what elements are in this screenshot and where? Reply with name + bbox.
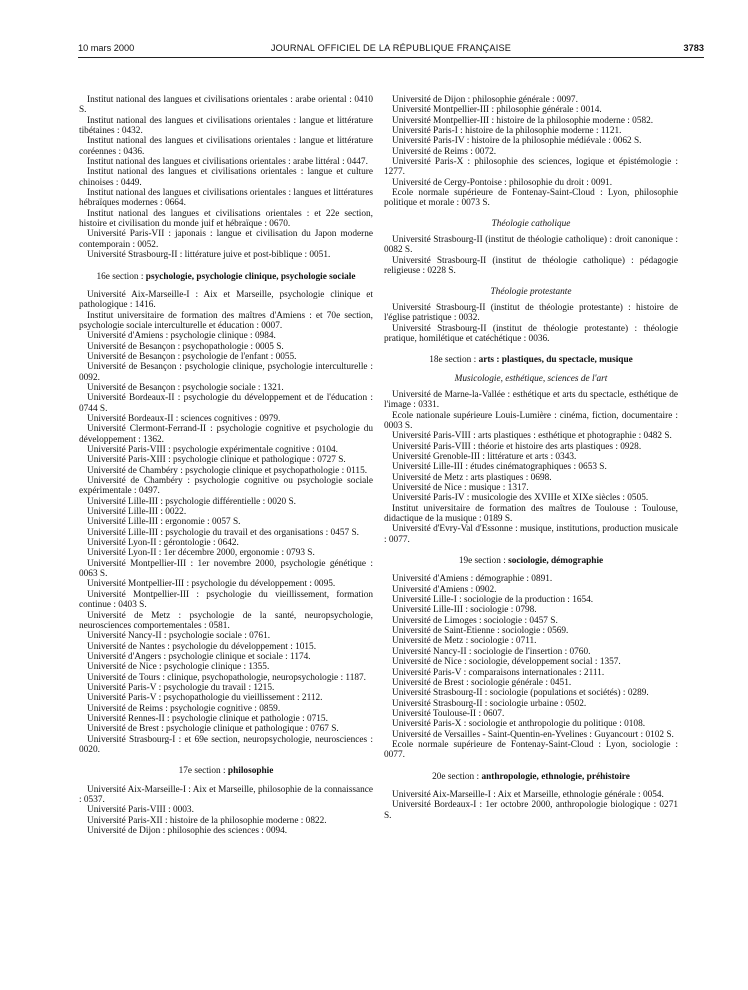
list-entry: Université d'Angers : psychologie clinique et sociale : 1174. <box>87 651 311 662</box>
list-entry: Université Aix-Marseille-I : Aix et Marseille, philosophie de la connaissance : 0537. <box>79 784 373 805</box>
list-entry: Université Strasbourg-II : sociologie (populations et sociétés) : 0289. <box>392 688 649 699</box>
list-entry: Université de Brest : sociologie générale : 0451. <box>392 677 572 688</box>
list-entry: Université d'Amiens : 0902. <box>392 584 497 595</box>
list-entry: Université Strasbourg-II : littérature juive et post-biblique : 0051. <box>87 250 331 261</box>
list-entry: Université de Cergy-Pontoise : philosophie du droit : 0091. <box>392 177 613 188</box>
list-entry: Institut national des langues et civilisations orientales : langues et littératures hébraïques modernes : 0664. <box>79 188 373 209</box>
list-entry: Université Grenoble-III : littérature et arts : 0343. <box>392 451 577 462</box>
list-entry: Université Paris-V : psychologie du travail : 1215. <box>87 682 275 693</box>
list-entry: Université Paris-VIII : 0003. <box>87 805 194 816</box>
section-20-heading <box>384 772 678 782</box>
list-entry: Université Aix-Marseille-I : Aix et Marseille, ethnologie générale : 0054. <box>392 789 664 800</box>
list-entry: Université Paris-I : histoire de la philosophie moderne : 1121. <box>392 126 622 137</box>
list-entry: Université Bordeaux-II : psychologie du développement et de l'éducation : 0744 S. <box>79 393 373 414</box>
section-20-list <box>384 790 678 821</box>
list-entry: Université de Nice : psychologie clinique : 1355. <box>87 662 270 673</box>
list-entry: Université Strasbourg-II (institut de théologie protestante) : histoire de l'église patristique : 0032. <box>384 302 678 324</box>
publication-date: 10 mars 2000 <box>78 43 135 53</box>
section-16-list <box>79 290 373 755</box>
list-entry: Université de Nice : sociologie, développement social : 1357. <box>392 657 621 668</box>
list-entry: Université Lyon-II : gérontologie : 0642. <box>87 538 239 549</box>
list-entry: Université de Metz : arts plastiques : 0698. <box>392 472 552 483</box>
list-entry: Institut national des langues et civilisations orientales : arabe oriental : 0410 S. <box>79 95 373 116</box>
list-entry: Université de Saint-Etienne : sociologie : 0569. <box>392 626 569 637</box>
list-entry: Université Montpellier-III : psychologie du vieillissement, formation continue : 0403 S. <box>79 589 373 611</box>
list-entry: Université Montpellier-III : psychologie du développement : 0095. <box>87 579 336 590</box>
list-entry: Institut universitaire de formation des maîtres d'Amiens : et 70e section, psychologie sociale interculturelle et éducation : 0007. <box>79 310 373 331</box>
list-entry: Université de Nice : musique : 1317. <box>392 483 529 493</box>
list-entry: Université Nancy-II : psychologie sociale : 0761. <box>87 631 271 642</box>
section-18-subtitle: Musicologie, esthétique, sciences de l'art <box>454 373 608 384</box>
theologie-catholique-list <box>384 235 678 276</box>
list-entry: Université d'Amiens : démographie : 0891. <box>392 574 553 585</box>
list-entry: Université Paris-XII : histoire de la philosophie moderne : 0822. <box>87 815 327 826</box>
section-number: 16e section : <box>96 271 144 282</box>
list-entry: Université Paris-IV : histoire de la philosophie médiévale : 0062 S. <box>392 136 642 147</box>
journal-title: JOURNAL OFFICIEL DE LA RÉPUBLIQUE FRANÇAISE <box>270 43 512 53</box>
theologie-protestante-heading: Théologie protestante <box>490 286 572 297</box>
header-rule <box>78 57 704 58</box>
list-entry: Université Lyon-II : 1er décembre 2000, ergonomie : 0793 S. <box>87 548 315 559</box>
list-entry: Université Montpellier-III : 1er novembre 2000, psychologie génétique : 0063 S. <box>79 558 373 580</box>
list-entry: Université Paris-VII : japonais : langue et civilisation du Japon moderne contemporain : 0052. <box>79 229 373 250</box>
list-entry: Université Nancy-II : sociologie de l'insertion : 0760. <box>392 646 591 657</box>
list-entry: Université Strasbourg-II (institut de théologie catholique) : pédagogie religieuse : 0228 S. <box>384 255 678 277</box>
section-16-heading <box>79 272 373 282</box>
list-entry: Université Bordeaux-II : sciences cognitives : 0979. <box>87 413 281 424</box>
list-entry: Université de Chambéry : psychologie clinique et psychopathologie : 0115. <box>87 465 368 476</box>
list-entry: Université de Brest : psychologie clinique et pathologique : 0767 S. <box>87 724 339 735</box>
section-17-list <box>79 785 373 837</box>
list-entry: Université Rennes-II : psychologie clinique et pathologie : 0715. <box>87 713 328 724</box>
theologie-catholique-heading: Théologie catholique <box>491 218 571 229</box>
list-entry: Université de Chambéry : psychologie cognitive ou psychologie sociale expérimentale : 0497. <box>79 476 373 497</box>
list-entry: Université Paris-VIII : théorie et histoire des arts plastiques : 0928. <box>392 441 642 452</box>
list-entry: Ecole nationale supérieure Louis-Lumière : cinéma, fiction, documentaire : 0003 S. <box>384 410 678 431</box>
list-entry: Université Strasbourg-II : sociologie urbaine : 0502. <box>392 698 587 709</box>
left-column <box>79 95 373 836</box>
list-entry: Université Lille-III : sociologie : 0798. <box>392 605 537 616</box>
list-entry: Université Paris-IV : musicologie des XVIIIe et XIXe siècles : 0505. <box>392 493 649 504</box>
list-entry: Université d'Amiens : psychologie clinique : 0984. <box>87 331 276 342</box>
list-entry: Université de Marne-la-Vallée : esthétique et arts du spectacle, esthétique de l'image : 0331. <box>384 389 678 411</box>
intro-list <box>79 95 373 261</box>
list-entry: Université Lille-III : ergonomie : 0057 S. <box>87 517 241 528</box>
list-entry: Université Toulouse-II : 0607. <box>392 708 505 719</box>
section-19-heading <box>384 556 678 566</box>
list-entry: Université Lille-III : études cinématographiques : 0653 S. <box>392 462 607 473</box>
section-18-heading <box>384 355 678 365</box>
list-entry: Université Strasbourg-II (institut de théologie catholique) : droit canonique : 0082 S. <box>384 235 678 256</box>
list-entry: Ecole normale supérieure de Fontenay-Saint-Cloud : Lyon, philosophie politique et morale : 0073 S. <box>384 188 678 209</box>
section-17-heading <box>79 766 373 776</box>
list-entry: Institut universitaire de formation des maîtres de Toulouse : Toulouse, didactique de la musique : 0189 S. <box>384 503 678 525</box>
page-number: 3783 <box>683 43 704 53</box>
section-19-list <box>384 574 678 760</box>
list-entry: Université Lille-I : sociologie de la production : 1654. <box>392 595 594 606</box>
list-entry: Université de Nantes : psychologie du développement : 1015. <box>87 641 317 652</box>
list-entry: Université Paris-VIII : arts plastiques : esthétique et photographie : 0482 S. <box>392 431 672 442</box>
list-entry: Université de Metz : sociologie : 0711. <box>392 636 537 647</box>
list-entry: Université Paris-V : comparaisons internationales : 2111. <box>392 667 605 678</box>
list-entry: Université d'Evry-Val d'Essonne : musique, institutions, production musicale : 0077. <box>384 524 678 545</box>
list-entry: Université de Limoges : sociologie : 0457 S. <box>392 615 558 626</box>
list-entry: Institut national des langues et civilisations orientales : langue et culture chinoises : 0449. <box>79 167 373 188</box>
list-entry: Université Lille-III : psychologie différentielle : 0020 S. <box>87 496 296 507</box>
list-entry: Institut national des langues et civilisations orientales : langue et littérature coréennes : 0436. <box>79 136 373 157</box>
section-number: 19e section : <box>458 556 506 567</box>
list-entry: Université Paris-XIII : psychologie clinique et pathologique : 0727 S. <box>87 455 346 466</box>
list-entry: Université Paris-X : philosophie des sciences, logique et épistémologie : 1277. <box>384 157 678 178</box>
list-entry: Université de Besançon : psychologie sociale : 1321. <box>87 382 284 393</box>
right-column <box>384 95 678 821</box>
list-entry: Université Paris-V : psychopathologie du vieillissement : 2112. <box>87 693 323 704</box>
section-17-continued-list <box>384 95 678 209</box>
section-title: philosophie <box>227 766 274 777</box>
list-entry: Université de Versailles - Saint-Quentin-en-Yvelines : Guyancourt : 0102 S. <box>392 729 674 740</box>
list-entry: Ecole normale supérieure de Fontenay-Saint-Cloud : Lyon, sociologie : 0077. <box>384 739 678 761</box>
list-entry: Université Lille-III : 0022. <box>87 507 187 518</box>
list-entry: Université de Besançon : psychologie de l'enfant : 0055. <box>87 351 297 362</box>
list-entry: Université Paris-X : sociologie et anthropologie du politique : 0108. <box>392 719 646 730</box>
list-entry: Université Aix-Marseille-I : Aix et Marseille, psychologie clinique et pathologique : 1416. <box>79 289 373 311</box>
list-entry: Université Strasbourg-I : et 69e section, neuropsychologie, neurosciences : 0020. <box>79 734 373 755</box>
list-entry: Université de Besançon : psychologie clinique, psychologie interculturelle : 0092. <box>79 362 373 383</box>
list-entry: Université Montpellier-III : philosophie générale : 0014. <box>392 105 602 116</box>
list-entry: Université de Besançon : psychopathologie : 0005 S. <box>87 341 284 352</box>
list-entry: Université Clermont-Ferrand-II : psychologie cognitive et psychologie du développement : 1362. <box>79 424 373 445</box>
list-entry: Université Strasbourg-II (institut de théologie protestante) : théologie pratique, homilétique et catéchétique : 0036. <box>384 323 678 344</box>
theologie-protestante-list <box>384 303 678 344</box>
list-entry: Université de Metz : psychologie de la santé, neuropsychologie, neurosciences comportementales : 0581. <box>79 610 373 631</box>
list-entry: Institut national des langues et civilisations orientales : et 22e section, histoire et civilisation du monde juif et hébraïque : 0670. <box>79 208 373 230</box>
section-title: anthropologie, ethnologie, préhistoire <box>481 771 630 782</box>
section-number: 17e section : <box>178 766 226 777</box>
list-entry: Université de Dijon : philosophie des sciences : 0094. <box>87 826 288 837</box>
list-entry: Institut national des langues et civilisations orientales : arabe littéral : 0447. <box>87 157 368 168</box>
list-entry: Université de Tours : clinique, psychopathologie, neuropsychologie : 1187. <box>87 672 366 683</box>
page-header <box>78 40 704 56</box>
list-entry: Institut national des langues et civilisations orientales : langue et littérature tibétaines : 0432. <box>79 115 373 137</box>
section-18-list <box>384 390 678 545</box>
section-title: sociologie, démographie <box>508 556 604 567</box>
list-entry: Université de Reims : 0072. <box>392 146 497 157</box>
section-number: 18e section : <box>429 355 477 366</box>
list-entry: Université Montpellier-III : histoire de la philosophie moderne : 0582. <box>392 115 654 126</box>
list-entry: Université de Dijon : philosophie générale : 0097. <box>392 95 578 105</box>
list-entry: Université Bordeaux-I : 1er octobre 2000, anthropologie biologique : 0271 S. <box>384 800 678 821</box>
section-title: psychologie, psychologie clinique, psychologie sociale <box>145 271 356 282</box>
list-entry: Université Lille-III : psychologie du travail et des organisations : 0457 S. <box>87 527 359 538</box>
section-title: arts : plastiques, du spectacle, musique <box>478 355 633 366</box>
list-entry: Université de Reims : psychologie cognitive : 0859. <box>87 703 281 714</box>
list-entry: Université Paris-VIII : psychologie expérimentale cognitive : 0104. <box>87 445 338 455</box>
section-number: 20e section : <box>432 771 480 782</box>
